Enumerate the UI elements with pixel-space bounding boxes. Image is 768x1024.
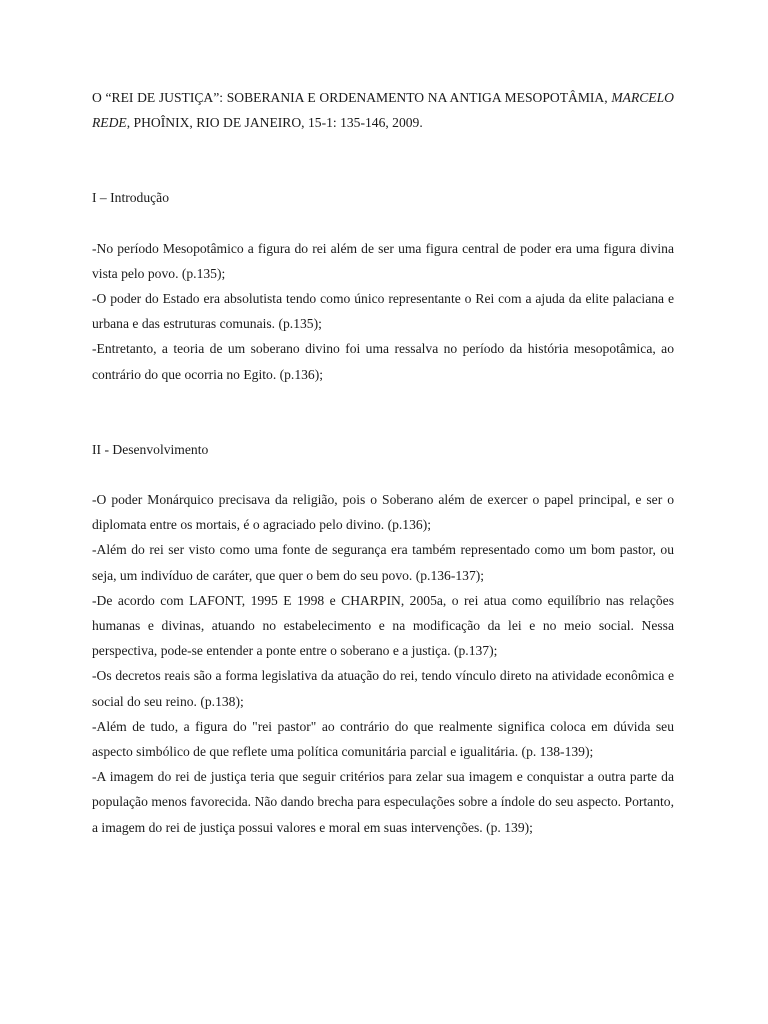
section-heading-desenvolvimento: II - Desenvolvimento [92,441,209,457]
list-item: -Além do rei ser visto como uma fonte de segurança era também representado como um bom pastor, ou seja, um indivíduo de caráter, que quer o bem do seu povo. (p.136-137); [92,542,674,583]
title-text: O “REI DE JUSTIÇA”: SOBERANIA E ORDENAMENTO NA ANTIGA MESOPOTÂMIA, [92,90,612,105]
list-item: -No período Mesopotâmico a figura do rei além de ser uma figura central de poder era uma figura divina vista pelo povo. (p.135); [92,240,674,281]
section-introducao-list [92,236,674,387]
list-item: -De acordo com LAFONT, 1995 E 1998 e CHARPIN, 2005a, o rei atua como equilíbrio nas relações humanas e divinas, atuando no estabelecimento e na modificação da lei e no meio social. Nessa perspectiva, pode-se entender a ponte entre o soberano e a justiça. (p.137); [92,592,674,659]
title-author: MARCELO REDE [92,90,674,131]
document-title [92,85,674,135]
section-desenvolvimento-list [92,487,674,840]
list-item: -Entretanto, a teoria de um soberano divino foi uma ressalva no período da história mesopotâmica, ao contrário do que ocorria no Egito. (p.136); [92,341,674,382]
list-item: -Além de tudo, a figura do "rei pastor" ao contrário do que realmente significa coloca em dúvida seu aspecto simbólico de que reflete uma política comunitária parcial e igualitária. (p. 138-139); [92,718,674,760]
list-item: -A imagem do rei de justiça teria que seguir critérios para zelar sua imagem e conquistar a outra parte da população menos favorecida. Não dando brecha para especulações sobre a índole do seu aspecto. Portanto, a imagem do rei de justiça possui valores e moral em suas intervenções. (p. 139); [92,769,674,835]
list-item: -O poder Monárquico precisava da religião, pois o Soberano além de exercer o papel principal, e ser o diplomata entre os mortais, é o agraciado pelo divino. (p.136); [92,492,674,533]
document-page [92,85,674,840]
list-item: -O poder do Estado era absolutista tendo como único representante o Rei com a ajuda da elite palaciana e urbana e das estruturas comunais. (p.135); [92,291,674,332]
list-item: -Os decretos reais são a forma legislativa da atuação do rei, tendo vínculo direto na atividade econômica e social do seu reino. (p.138); [92,668,674,709]
section-heading-introducao: I – Introdução [92,190,170,206]
title-source: , PHOÎNIX, RIO DE JANEIRO, 15-1: 135-146, 2009. [126,115,423,131]
